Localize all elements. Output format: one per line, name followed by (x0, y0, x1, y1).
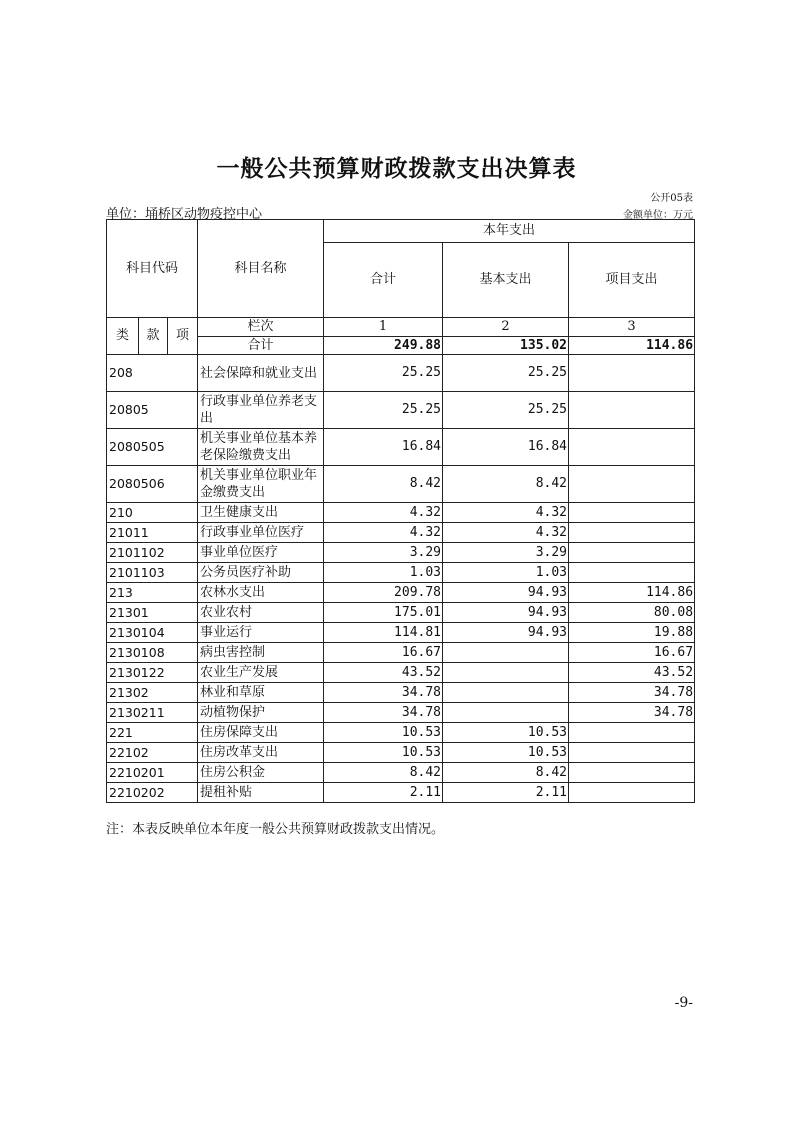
money-unit: 金额单位：万元 (623, 210, 693, 221)
row-total: 8.42 (324, 763, 443, 783)
row-name: 动植物保护 (198, 703, 324, 723)
table-row (107, 355, 695, 392)
row-project (569, 466, 695, 503)
row-basic: 10.53 (443, 723, 569, 743)
row-basic (443, 663, 569, 683)
row-basic: 4.32 (443, 523, 569, 543)
row-basic: 2.11 (443, 783, 569, 803)
header-current-year: 本年支出 (324, 220, 695, 243)
table-row (107, 663, 695, 683)
row-project: 34.78 (569, 703, 695, 723)
row-name: 行政事业单位医疗 (198, 523, 324, 543)
table-row (107, 523, 695, 543)
row-total: 25.25 (324, 392, 443, 429)
row-total: 16.67 (324, 643, 443, 663)
row-total: 175.01 (324, 603, 443, 623)
row-total: 4.32 (324, 523, 443, 543)
row-project (569, 743, 695, 763)
row-total: 34.78 (324, 703, 443, 723)
col-index-2: 2 (443, 318, 569, 337)
row-name: 社会保障和就业支出 (198, 355, 324, 392)
row-code: 2080506 (107, 466, 198, 503)
row-basic (443, 683, 569, 703)
row-code: 21011 (107, 523, 198, 543)
row-code: 2130211 (107, 703, 198, 723)
table-row (107, 603, 695, 623)
table-row (107, 392, 695, 429)
form-number: 公开05表 (650, 193, 693, 204)
row-project (569, 503, 695, 523)
header-code: 科目代码 (107, 220, 198, 318)
row-basic: 16.84 (443, 429, 569, 466)
row-name: 事业单位医疗 (198, 543, 324, 563)
row-code: 2101102 (107, 543, 198, 563)
row-code: 2130104 (107, 623, 198, 643)
row-project (569, 429, 695, 466)
row-total: 2.11 (324, 783, 443, 803)
page-number: -9- (674, 995, 693, 1011)
row-basic: 4.32 (443, 503, 569, 523)
row-basic: 10.53 (443, 743, 569, 763)
row-project (569, 563, 695, 583)
row-basic: 94.93 (443, 603, 569, 623)
row-code: 221 (107, 723, 198, 743)
row-total: 25.25 (324, 355, 443, 392)
row-name: 农业生产发展 (198, 663, 324, 683)
row-code: 21302 (107, 683, 198, 703)
row-project (569, 543, 695, 563)
row-project: 114.86 (569, 583, 695, 603)
header-project: 项目支出 (569, 243, 695, 318)
col-index-1: 1 (324, 318, 443, 337)
row-total: 10.53 (324, 743, 443, 763)
total-sum: 249.88 (324, 337, 443, 355)
row-basic: 3.29 (443, 543, 569, 563)
row-name: 提租补贴 (198, 783, 324, 803)
row-code: 210 (107, 503, 198, 523)
table-row (107, 783, 695, 803)
unit-label: 单位：埇桥区动物疫控中心 (106, 207, 263, 222)
table-row (107, 563, 695, 583)
row-total: 8.42 (324, 466, 443, 503)
row-basic: 1.03 (443, 563, 569, 583)
row-project (569, 723, 695, 743)
col-index-3: 3 (569, 318, 695, 337)
total-basic: 135.02 (443, 337, 569, 355)
table-row (107, 763, 695, 783)
row-basic (443, 643, 569, 663)
header-name: 科目名称 (198, 220, 324, 318)
row-project (569, 783, 695, 803)
row-code: 2130108 (107, 643, 198, 663)
row-basic (443, 703, 569, 723)
table-row (107, 503, 695, 523)
table-row (107, 683, 695, 703)
table-row (107, 543, 695, 563)
header-kuan: 款 (139, 318, 168, 355)
row-total: 114.81 (324, 623, 443, 643)
row-project: 19.88 (569, 623, 695, 643)
table-row (107, 723, 695, 743)
header-basic: 基本支出 (443, 243, 569, 318)
row-code: 2130122 (107, 663, 198, 683)
row-total: 43.52 (324, 663, 443, 683)
row-basic: 8.42 (443, 466, 569, 503)
table-row (107, 703, 695, 723)
row-code: 2080505 (107, 429, 198, 466)
row-code: 2101103 (107, 563, 198, 583)
row-name: 林业和草原 (198, 683, 324, 703)
row-code: 2210202 (107, 783, 198, 803)
row-name: 农业农村 (198, 603, 324, 623)
row-project (569, 763, 695, 783)
row-total: 34.78 (324, 683, 443, 703)
row-total: 1.03 (324, 563, 443, 583)
row-name: 住房改革支出 (198, 743, 324, 763)
row-basic: 8.42 (443, 763, 569, 783)
row-name: 住房公积金 (198, 763, 324, 783)
table-row (107, 623, 695, 643)
row-basic: 25.25 (443, 355, 569, 392)
row-code: 208 (107, 355, 198, 392)
header-lei: 类 (107, 318, 139, 355)
row-basic: 94.93 (443, 583, 569, 603)
header-xiang: 项 (168, 318, 198, 355)
row-code: 22102 (107, 743, 198, 763)
page-title: 一般公共预算财政拨款支出决算表 (216, 156, 577, 182)
row-total: 16.84 (324, 429, 443, 466)
column-row-label: 栏次 (198, 318, 324, 337)
row-code: 213 (107, 583, 198, 603)
row-basic: 25.25 (443, 392, 569, 429)
header-total: 合计 (324, 243, 443, 318)
row-name: 农林水支出 (198, 583, 324, 603)
table-row (107, 466, 695, 503)
footnote: 注：本表反映单位本年度一般公共预算财政拨款支出情况。 (106, 822, 445, 837)
row-total: 3.29 (324, 543, 443, 563)
row-project: 34.78 (569, 683, 695, 703)
total-row-label: 合计 (198, 337, 324, 355)
row-name: 病虫害控制 (198, 643, 324, 663)
row-project: 80.08 (569, 603, 695, 623)
row-project (569, 392, 695, 429)
expenditure-table (106, 219, 695, 803)
row-project (569, 523, 695, 543)
row-basic: 94.93 (443, 623, 569, 643)
row-total: 4.32 (324, 503, 443, 523)
table-row (107, 743, 695, 763)
row-project (569, 355, 695, 392)
table-row (107, 643, 695, 663)
total-project: 114.86 (569, 337, 695, 355)
row-code: 2210201 (107, 763, 198, 783)
row-total: 209.78 (324, 583, 443, 603)
row-name: 卫生健康支出 (198, 503, 324, 523)
table-row (107, 429, 695, 466)
row-project: 43.52 (569, 663, 695, 683)
row-name: 事业运行 (198, 623, 324, 643)
row-total: 10.53 (324, 723, 443, 743)
row-name: 住房保障支出 (198, 723, 324, 743)
table-row (107, 583, 695, 603)
row-code: 21301 (107, 603, 198, 623)
row-name: 行政事业单位养老支出 (198, 392, 324, 429)
row-name: 机关事业单位基本养老保险缴费支出 (198, 429, 324, 466)
row-name: 机关事业单位职业年金缴费支出 (198, 466, 324, 503)
row-name: 公务员医疗补助 (198, 563, 324, 583)
row-project: 16.67 (569, 643, 695, 663)
row-code: 20805 (107, 392, 198, 429)
